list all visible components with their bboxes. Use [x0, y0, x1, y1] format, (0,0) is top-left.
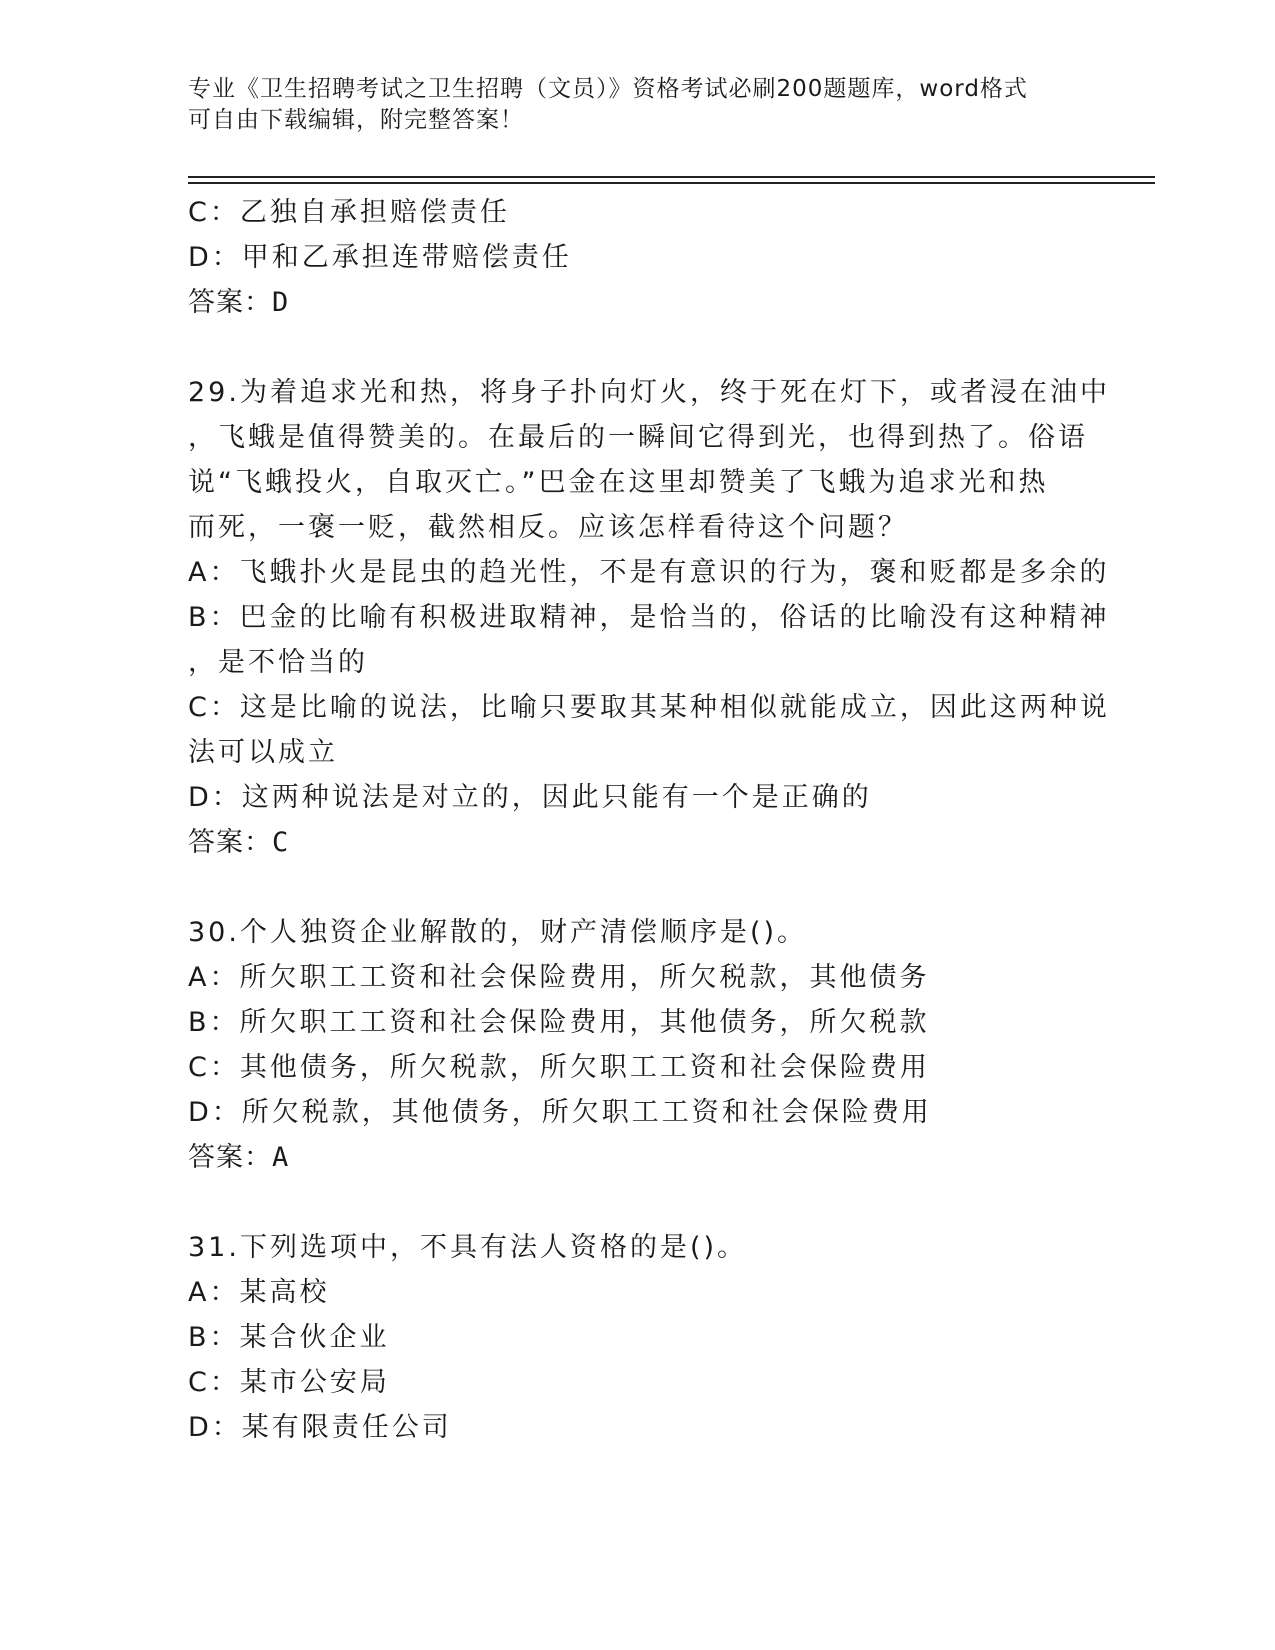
question-list [188, 190, 1110, 1450]
spacer [188, 325, 1088, 370]
option-d: D：某有限责任公司 [188, 1412, 452, 1443]
header-rule-bottom [188, 182, 1155, 184]
question-31 [188, 1225, 1088, 1450]
question-stem: 29.为着追求光和热，将身子扑向灯火，终于死在灯下，或者浸在油中 [188, 377, 1110, 408]
answer-line: 答案：C [188, 827, 290, 858]
option-b: ，是不恰当的 [188, 647, 368, 678]
answer-line: 答案：A [188, 1142, 290, 1173]
spacer [188, 865, 1088, 910]
option-d: D：所欠税款，其他债务，所欠职工工资和社会保险费用 [188, 1097, 932, 1128]
option-b: B：某合伙企业 [188, 1322, 390, 1353]
question-stem: 说“飞蛾投火，自取灭亡。”巴金在这里却赞美了飞蛾为追求光和热 [188, 467, 1049, 498]
spacer [188, 1180, 1088, 1225]
question-29 [188, 370, 1110, 865]
option-a: A：所欠职工工资和社会保险费用，所欠税款，其他债务 [188, 962, 930, 993]
option-c: 法可以成立 [188, 737, 338, 768]
question-28-tail [188, 190, 1088, 325]
option-c: C：乙独自承担赔偿责任 [188, 197, 510, 228]
question-stem: 30.个人独资企业解散的，财产清偿顺序是()。 [188, 917, 808, 948]
question-stem: 而死，一褒一贬，截然相反。应该怎样看待这个问题？ [188, 512, 908, 543]
option-a: A：某高校 [188, 1277, 330, 1308]
option-b: B：所欠职工工资和社会保险费用，其他债务，所欠税款 [188, 1007, 930, 1038]
option-b: B：巴金的比喻有积极进取精神，是恰当的，俗话的比喻没有这种精神 [188, 602, 1110, 633]
option-a: A：飞蛾扑火是昆虫的趋光性，不是有意识的行为，褒和贬都是多余的 [188, 557, 1110, 588]
option-c: C：其他债务，所欠税款，所欠职工工资和社会保险费用 [188, 1052, 930, 1083]
header-line-2: 可自由下载编辑，附完整答案！ [188, 107, 524, 133]
question-stem: 31.下列选项中，不具有法人资格的是()。 [188, 1232, 748, 1263]
answer-line: 答案：D [188, 287, 290, 318]
option-c: C：某市公安局 [188, 1367, 390, 1398]
header-line-1: 专业《卫生招聘考试之卫生招聘（文员）》资格考试必刷200题题库，word格式 [188, 76, 1028, 102]
question-stem: ，飞蛾是值得赞美的。在最后的一瞬间它得到光，也得到热了。俗语 [188, 422, 1088, 453]
option-c: C：这是比喻的说法，比喻只要取其某种相似就能成立，因此这两种说 [188, 692, 1110, 723]
question-30 [188, 910, 1088, 1180]
header-rule-top [188, 176, 1155, 178]
document-header [188, 74, 1088, 136]
option-d: D：这两种说法是对立的，因此只能有一个是正确的 [188, 782, 872, 813]
option-d: D：甲和乙承担连带赔偿责任 [188, 242, 572, 273]
